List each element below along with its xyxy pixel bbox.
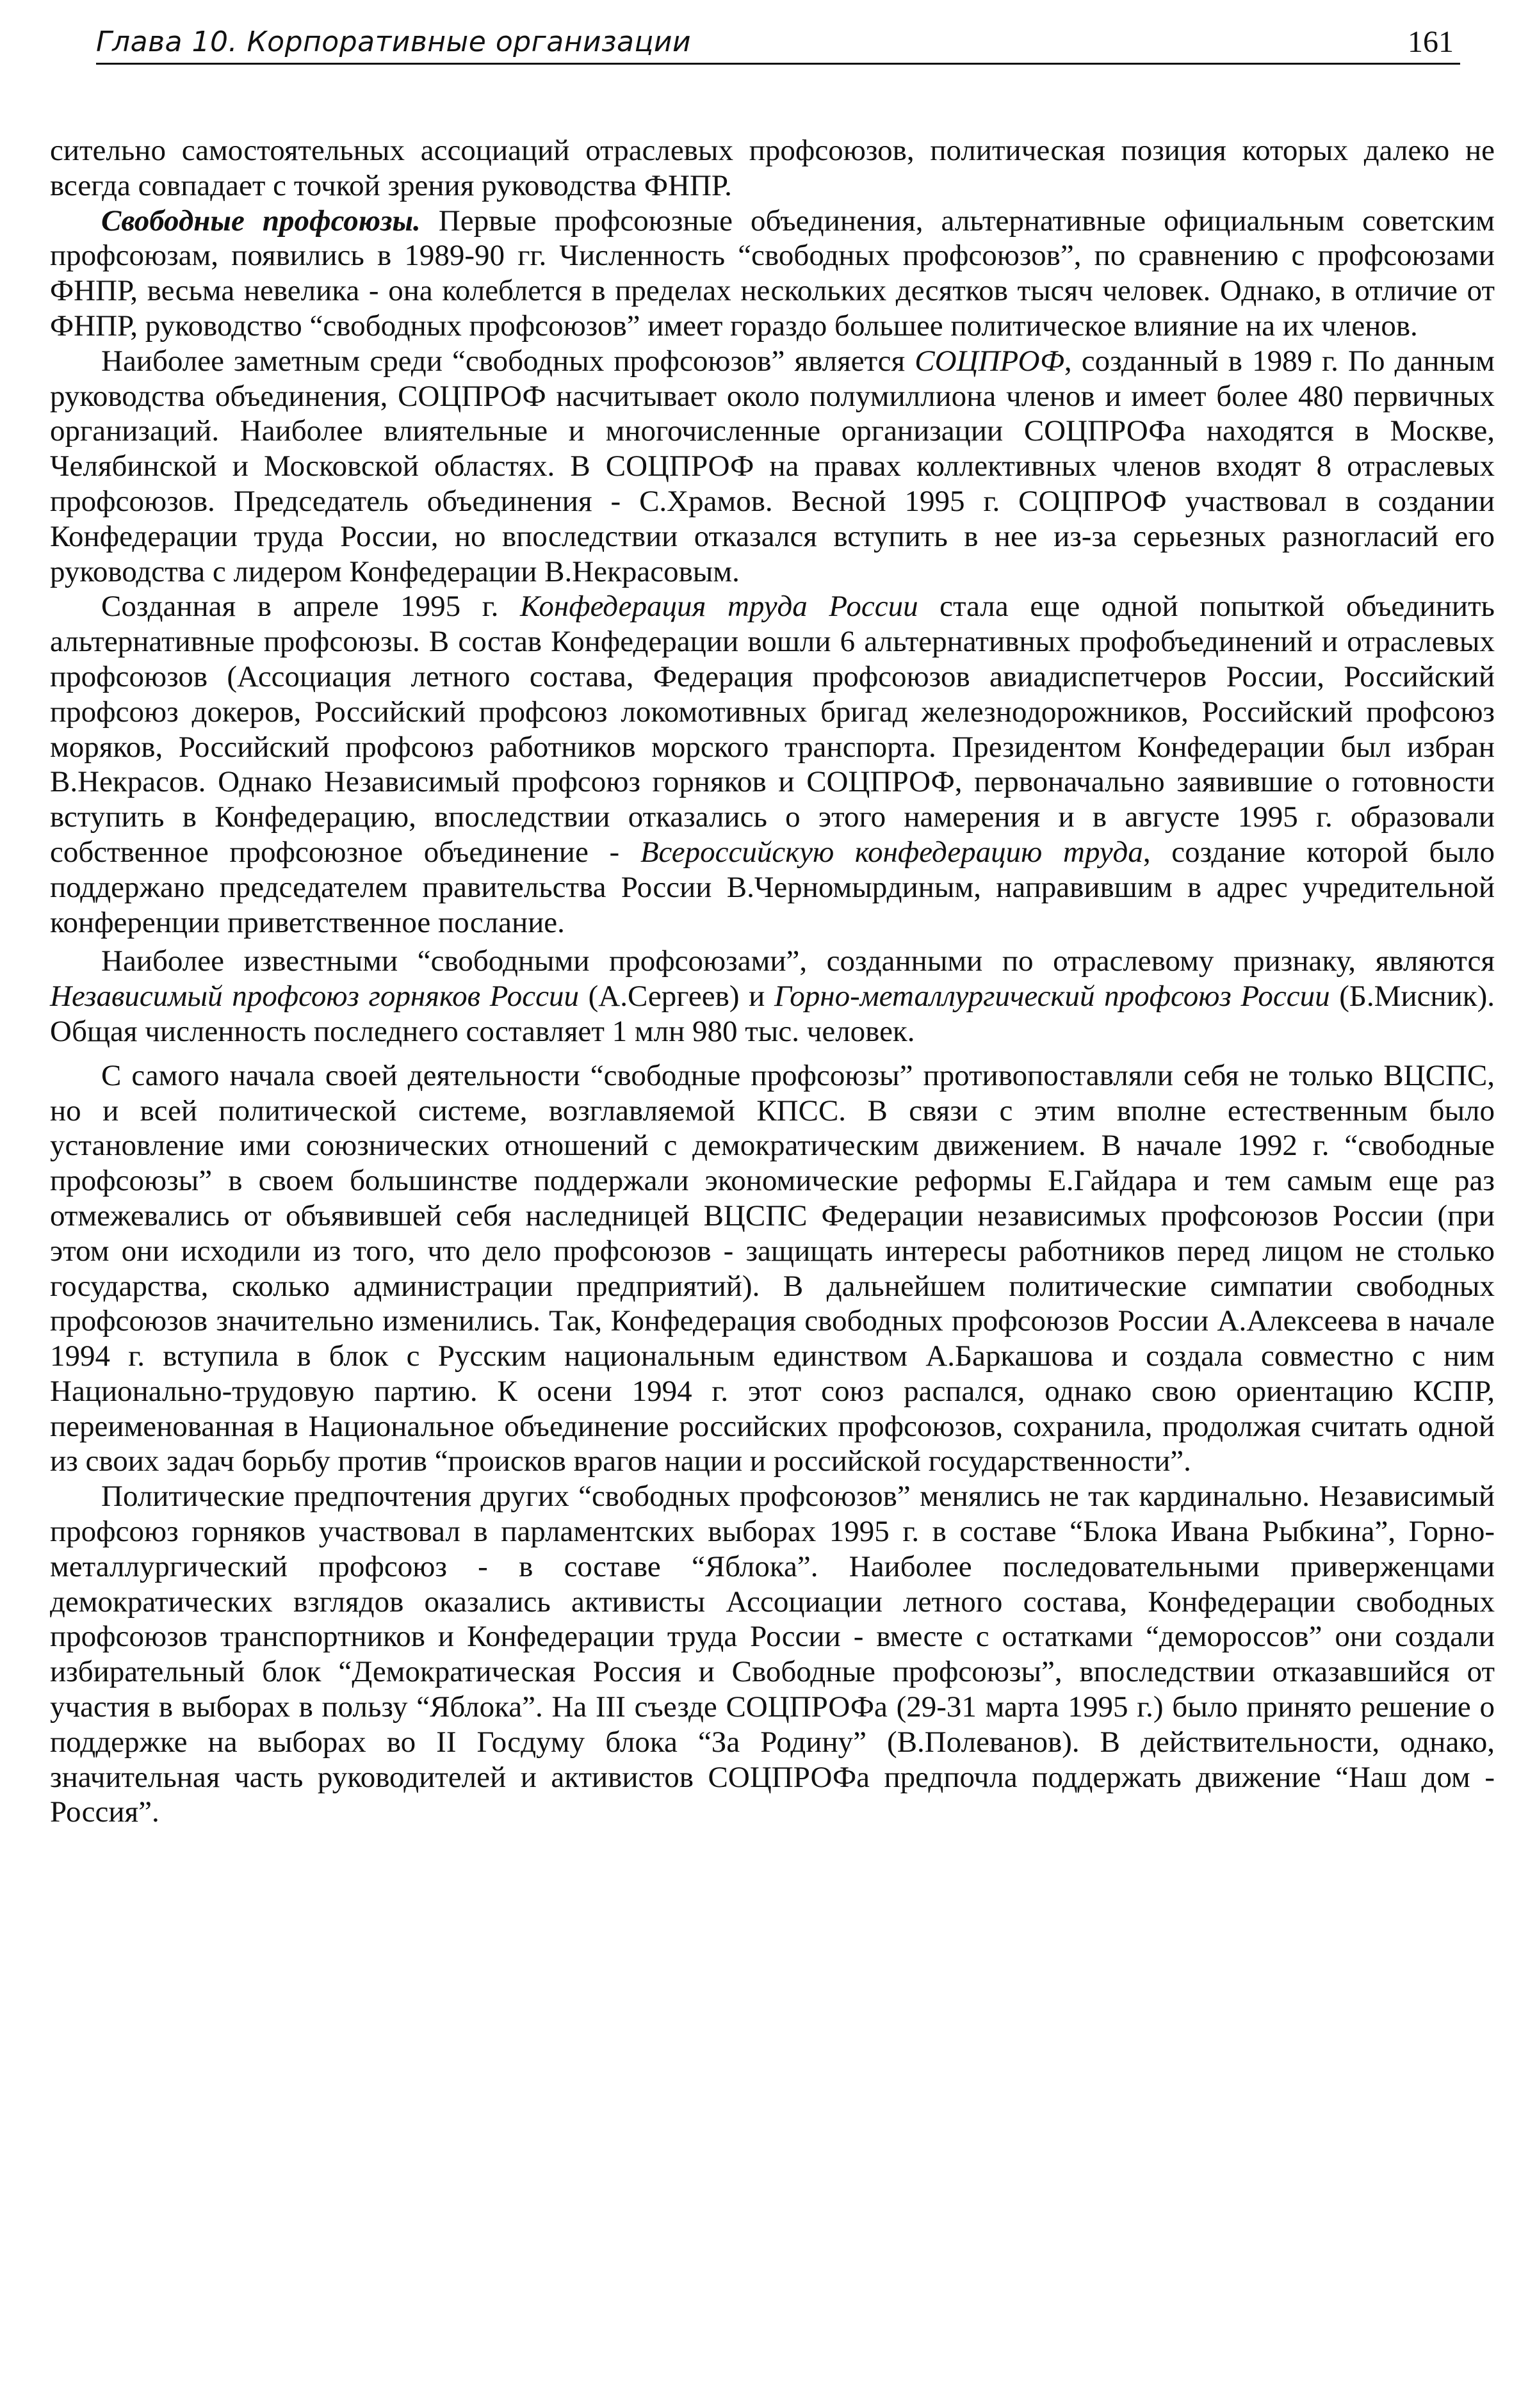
paragraph-text: Созданная в апреле 1995 г. — [101, 590, 521, 624]
organization-name: Всероссийскую конфедерацию труда — [640, 835, 1143, 869]
organization-name: Конфедерация труда России — [520, 590, 918, 624]
paragraph-text: Наиболее заметным среди “свободных профсоюзов” является — [101, 344, 915, 378]
paragraph — [50, 344, 1495, 590]
paragraph-text: Политические предпочтения других “свободных профсоюзов” менялись не так кардинально. Независимый профсоюз горняков участвовал в парламентских выборах 1995 г. в составе “Блока Ивана Рыбкина”, Горно-металлургический профсоюз - в составе “Яблока”. Наиболее последовательными приверженцами демократических взглядов оказались активисты Ассоциации летного состава, Конфедерации свободных профсоюзов транспортников и Конфедерации труда России - вместе с остатками “демороссов” они создали избирательный блок “Демократическая Россия и Свободные профсоюзы”, впоследствии отказавшийся от участия в выборах в пользу “Яблока”. На III съезде СОЦПРОФа (29-31 марта 1995 г.) было принято решение о поддержке на выборах во II Госдуму блока “За Родину” (В.Полеванов). В действительности, однако, значительная часть руководителей и активистов СОЦПРОФа предпочла поддержать движение “Наш дом - Россия”. — [50, 1480, 1495, 1829]
paragraph — [50, 1479, 1495, 1830]
body-text — [50, 133, 1495, 1830]
paragraph-text: стала еще одной попыткой объединить альтернативные профсоюзы. В состав Конфедерации вошли 6 альтернативных профобъединений и отраслевых профсоюзов (Ассоциация летного состава, Федерация профсоюзов авиадиспетчеров России, Российский профсоюз докеров, Российский профсоюз локомотивных бригад железнодорожников, Российский профсоюз моряков, Российский профсоюз работников морского транспорта. Президентом Конфедерации был избран В.Некрасов. Однако Независимый профсоюз горняков и СОЦПРОФ, первоначально заявившие о готовности вступить в Конфедерацию, впоследствии отказались о этого намерения и в августе 1995 г. образовали собственное профсоюзное объединение - — [50, 590, 1495, 869]
section-heading: Свободные профсоюзы. — [101, 204, 421, 238]
paragraph-text: сительно самостоятельных ассоциаций отраслевых профсоюзов, политическая позиция которых далеко не всегда совпадает с точкой зрения руководства ФНПР. — [50, 134, 1495, 202]
paragraph — [50, 1058, 1495, 1480]
paragraph — [50, 944, 1495, 1049]
paragraph-text: С самого начала своей деятельности “свободные профсоюзы” противопоставляли себя не только ВЦСПС, но и всей политической системе, возглавляемой КПСС. В связи с этим вполне естественным было установление ими союзнических отношений с демократическим движением. В начале 1992 г. “свободные профсоюзы” в своем большинстве поддержали экономические реформы Е.Гайдара и тем самым еще раз отмежевались от объявившей себя наследницей ВЦСПС Федерации независимых профсоюзов России (при этом они исходили из того, что дело профсоюзов - защищать интересы работников перед лицом не столько государства, сколько администрации предприятий). В дальнейшем политические симпатии свободных профсоюзов значительно изменились. Так, Конфедерация свободных профсоюзов России А.Алексеева в начале 1994 г. вступила в блок с Русским национальным единством А.Баркашова и создала совместно с ним Национально-трудовую партию. К осени 1994 г. этот союз распался, однако свою ориентацию КСПР, переименованная в Национальное объединение российских профсоюзов, сохранила, продолжая считать одной из своих задач борьбу против “происков врагов нации и российской государственности”. — [50, 1058, 1495, 1478]
organization-name: Горно-металлургический профсоюз России — [774, 980, 1330, 1014]
page-number: 161 — [1408, 25, 1454, 59]
paragraph — [50, 133, 1495, 204]
paragraph — [50, 204, 1495, 344]
paragraph — [50, 589, 1495, 940]
paragraph-text: , создание которой было поддержано председателем правительства России В.Черномырдиным, направившим в адрес учредительной конференции приветственное послание. — [50, 835, 1495, 939]
paragraph-text: , созданный в 1989 г. По данным руководства объединения, СОЦПРОФ насчитывает около полумиллиона членов и имеет более 480 первичных организаций. Наиболее влиятельные и многочисленные организации СОЦПРОФа находятся в Москве, Челябинской и Московской областях. В СОЦПРОФ на правах коллективных членов входят 8 отраслевых профсоюзов. Председатель объединения - С.Храмов. Весной 1995 г. СОЦПРОФ участвовал в создании Конфедерации труда России, но впоследствии отказался вступить в нее из-за серьезных разногласий его руководства с лидером Конфедерации В.Некрасовым. — [50, 344, 1495, 588]
organization-name: Независимый профсоюз горняков России — [50, 980, 579, 1014]
page-header — [96, 24, 1460, 65]
running-head: Глава 10. Корпоративные организации — [96, 26, 692, 58]
paragraph-text: (Б.Мисник). Общая численность последнего составляет 1 млн 980 тыс. человек. — [50, 980, 1495, 1048]
paragraph-text: Первые профсоюзные объединения, альтернативные официальным советским профсоюзам, появились в 1989-90 гг. Численность “свободных профсоюзов”, по сравнению с профсоюзами ФНПР, весьма невелика - она колеблется в пределах нескольких десятков тысяч человек. Однако, в отличие от ФНПР, руководство “свободных профсоюзов” имеет гораздо большее политическое влияние на их членов. — [50, 204, 1495, 343]
paragraph-text: Наиболее известными “свободными профсоюзами”, созданными по отраслевому признаку, являются — [101, 944, 1495, 978]
organization-name: СОЦПРОФ — [915, 344, 1064, 378]
paragraph-text: (А.Сергеев) и — [578, 980, 774, 1014]
